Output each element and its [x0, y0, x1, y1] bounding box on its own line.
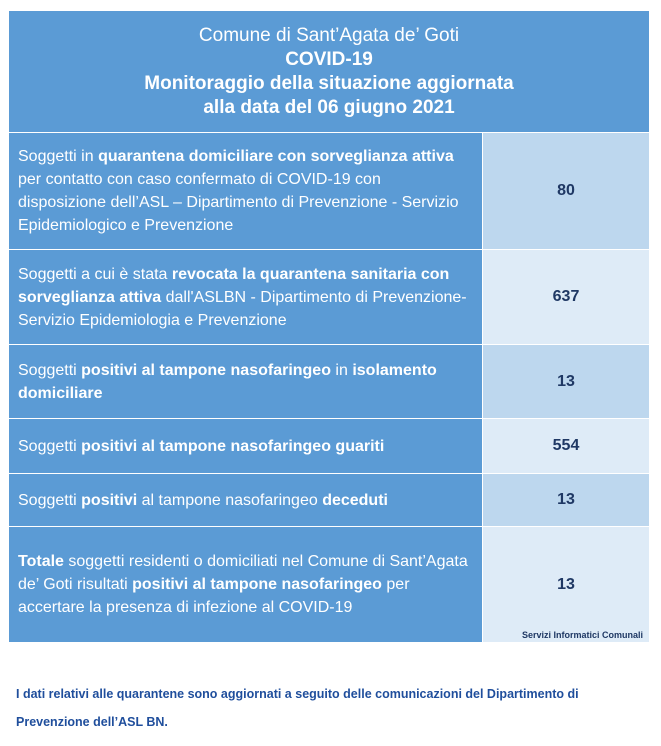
row-value-text: 554 — [552, 437, 580, 454]
table-row — [9, 345, 650, 419]
row-description-bold: deceduti — [322, 491, 388, 509]
table-header — [9, 11, 650, 133]
row-value-text: 13 — [557, 372, 575, 390]
table-row — [9, 527, 650, 643]
row-description-bold: positivi al tampone nasofaringeo — [81, 361, 331, 379]
row-description-bold: positivi al tampone nasofaringeo guariti — [81, 437, 385, 455]
row-description-text: per contatto con caso confermato di COVID-19 con disposizione dell’ASL – Dipartimento di Prevenzione - Servizio Epidemiologico e Prevenzione — [18, 171, 459, 234]
report-title: COVID-19 — [285, 48, 373, 70]
row-value — [483, 250, 650, 345]
row-description-bold: quarantena domiciliare con sorveglianza attiva — [98, 148, 454, 165]
row-description — [9, 419, 483, 474]
row-value — [483, 419, 650, 474]
row-description-bold: positivi — [81, 491, 138, 509]
row-description — [9, 133, 483, 250]
row-description — [9, 474, 483, 527]
row-description-text: Soggetti — [18, 437, 82, 455]
row-description-bold: positivi al tampone nasofaringeo — [132, 576, 382, 593]
row-value-text: 13 — [557, 491, 575, 508]
row-description-text: in — [330, 361, 353, 379]
row-description-text: Soggetti — [18, 491, 82, 509]
row-description-bold: revocata la quarantena sanitaria con sorveglianza attiva — [18, 265, 450, 306]
row-description-text: soggetti residenti o domiciliati nel Comune di Sant’Agata de’ Goti risultati — [18, 553, 468, 593]
row-description — [9, 345, 483, 419]
row-description-text: dall'ASLBN - Dipartimento di Prevenzione-Servizio Epidemiologia e Prevenzione — [18, 288, 467, 329]
row-value-text: 80 — [557, 182, 575, 199]
comune-name: Comune di Sant’Agata de’ Goti — [198, 24, 460, 46]
row-description-bold: isolamento domiciliare — [18, 361, 437, 402]
row-description-text: Soggetti — [18, 361, 82, 379]
report-subtitle: Monitoraggio della situazione aggiornata — [144, 72, 514, 94]
row-value-text: 13 — [557, 575, 575, 593]
table-row — [9, 419, 650, 474]
credit-label: Servizi Informatici Comunali — [521, 630, 644, 640]
table-row — [9, 133, 650, 250]
footnote: I dati relativi alle quarantene sono aggiornati a seguito delle comunicazioni del Dipartimento di Prevenzione dell’ASL BN. — [16, 687, 579, 729]
row-description-text: per accertare la presenza di infezione al COVID-19 — [18, 576, 410, 616]
row-description-text: Soggetti a cui è stata — [18, 265, 172, 283]
row-description-text: Soggetti in — [18, 148, 99, 165]
table-row — [9, 474, 650, 527]
row-description-bold: Totale — [18, 553, 64, 570]
report-date: alla data del 06 giugno 2021 — [203, 96, 455, 118]
row-description-text: al tampone nasofaringeo — [137, 491, 323, 509]
row-value — [483, 527, 650, 643]
row-description — [9, 527, 483, 643]
row-value — [483, 345, 650, 419]
table-header-row — [9, 11, 650, 133]
row-value — [483, 474, 650, 527]
covid-report-table — [8, 10, 650, 643]
row-value-text: 637 — [552, 288, 580, 305]
table-row — [9, 250, 650, 345]
row-value — [483, 133, 650, 250]
row-description — [9, 250, 483, 345]
